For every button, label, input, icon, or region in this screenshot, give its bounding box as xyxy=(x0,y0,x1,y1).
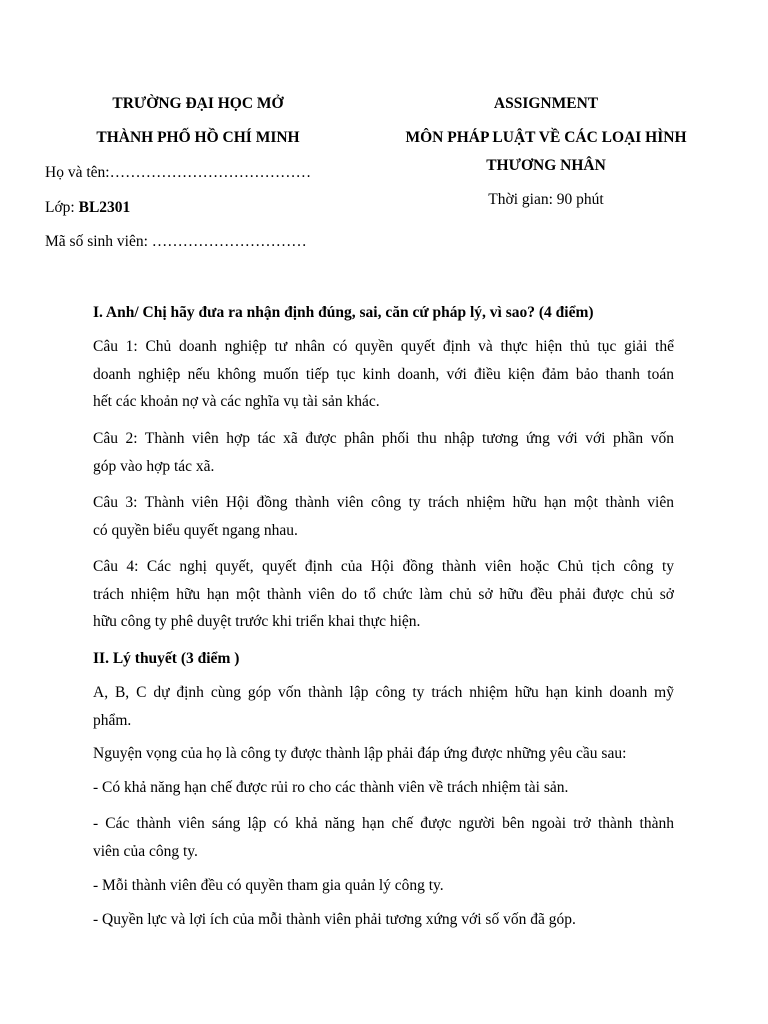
class-field xyxy=(45,199,130,217)
question-2 xyxy=(93,425,674,480)
subject-line2: THƯƠNG NHÂN xyxy=(486,157,606,174)
q1-line2: doanh nghiệp nếu không muốn tiếp tục kinh doanh, với điều kiện đảm bảo thanh toán xyxy=(93,365,674,383)
req2-line1: - Các thành viên sáng lập có khả năng hạn chế được người bên ngoài trở thành thành xyxy=(93,815,674,832)
q4-line3: hữu công ty phê duyệt trước khi triển khai thực hiện. xyxy=(93,613,421,630)
class-value: BL2301 xyxy=(78,199,131,216)
assignment-title: ASSIGNMENT xyxy=(493,95,599,112)
question-1 xyxy=(93,333,674,416)
school-name-line2: THÀNH PHỐ HỒ CHÍ MINH xyxy=(96,129,300,146)
requirement-1: - Có khả năng hạn chế được rủi ro cho các thành viên về trách nhiệm tài sản. xyxy=(93,779,569,796)
q1-line3: hết các khoản nợ và các nghĩa vụ tài sản khác. xyxy=(93,393,380,410)
q3-line2: có quyền biểu quyết ngang nhau. xyxy=(93,521,298,539)
section2-heading: II. Lý thuyết (3 điểm ) xyxy=(93,650,240,667)
requirement-4: - Quyền lực và lợi ích của mỗi thành viên phải tương xứng với số vốn đã góp. xyxy=(93,911,576,928)
requirement-2 xyxy=(93,810,674,865)
exam-duration: Thời gian: 90 phút xyxy=(488,191,604,208)
question-4 xyxy=(93,553,674,636)
student-id-field: Mã số sinh viên: ………………………… xyxy=(45,233,307,250)
q3-line1: Câu 3: Thành viên Hội đồng thành viên công ty trách nhiệm hữu hạn một thành viên xyxy=(93,494,674,511)
scenario-intro xyxy=(93,679,674,734)
q1-line1: Câu 1: Chủ doanh nghiệp tư nhân có quyền quyết định và thực hiện thủ tục giải thể xyxy=(93,338,674,355)
intro-line2: phẩm. xyxy=(93,711,132,729)
question-3 xyxy=(93,489,674,544)
intro-line1: A, B, C dự định cùng góp vốn thành lập công ty trách nhiệm hữu hạn kinh doanh mỹ xyxy=(93,684,674,701)
q4-line1: Câu 4: Các nghị quyết, quyết định của Hội đồng thành viên hoặc Chủ tịch công ty xyxy=(93,558,674,575)
name-field: Họ và tên:………………………………… xyxy=(45,164,312,181)
section1-heading: I. Anh/ Chị hãy đưa ra nhận định đúng, sai, căn cứ pháp lý, vì sao? (4 điểm) xyxy=(93,304,594,321)
school-name-line1: TRƯỜNG ĐẠI HỌC MỞ xyxy=(112,95,284,112)
q2-line2: góp vào hợp tác xã. xyxy=(93,457,215,475)
subject-line1: MÔN PHÁP LUẬT VỀ CÁC LOẠI HÌNH xyxy=(405,129,687,146)
scenario-wish: Nguyện vọng của họ là công ty được thành lập phải đáp ứng được những yêu cầu sau: xyxy=(93,745,627,762)
requirement-3: - Mỗi thành viên đều có quyền tham gia quản lý công ty. xyxy=(93,877,444,894)
class-label: Lớp: xyxy=(45,199,79,216)
q2-line1: Câu 2: Thành viên hợp tác xã được phân phối thu nhập tương ứng với với phần vốn xyxy=(93,430,674,447)
q4-line2: trách nhiệm hữu hạn một thành viên do tổ chức làm chủ sở hữu đều phải được chủ sở xyxy=(93,585,674,603)
req2-line2: viên của công ty. xyxy=(93,842,198,860)
